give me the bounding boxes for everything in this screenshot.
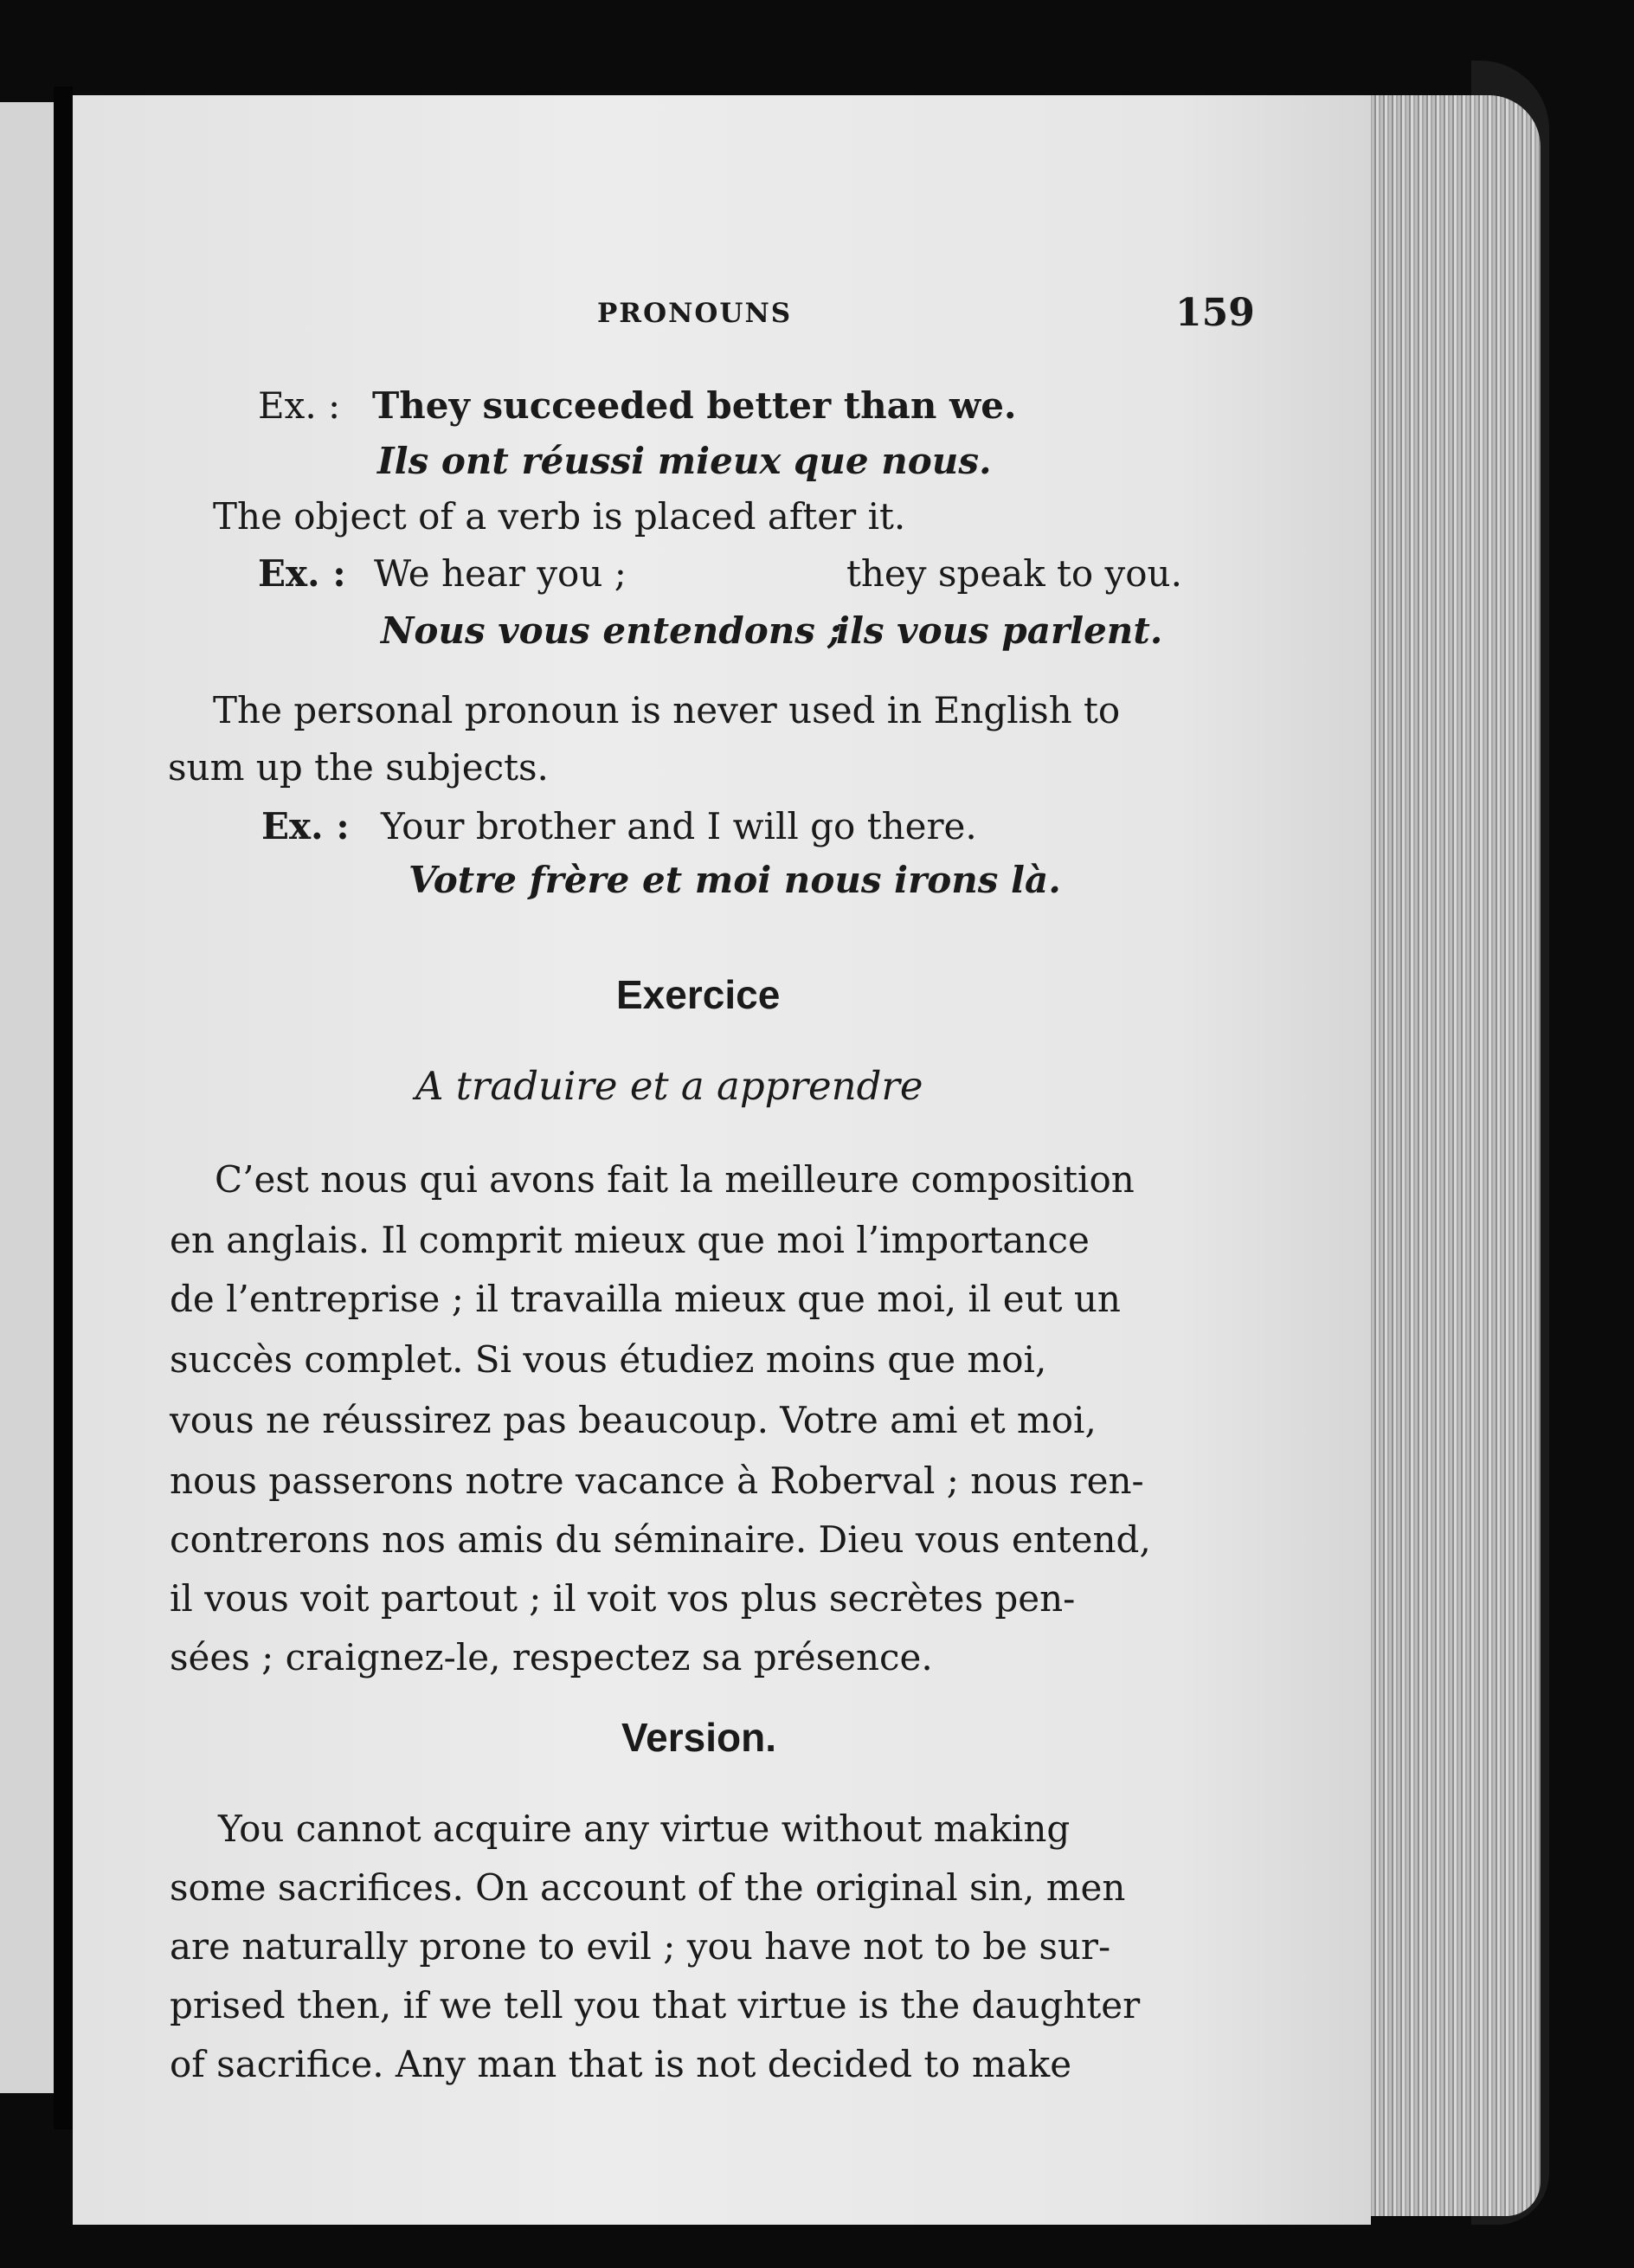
- example-french: Nous vous entendons ;: [381, 609, 842, 652]
- page-stack-edge: [1354, 95, 1541, 2216]
- example-english: We hear you ;: [374, 552, 627, 595]
- version-line: prised then, if we tell you that virtue is the daughter: [170, 1984, 1141, 2026]
- example-french: ils vous parlent.: [836, 609, 1163, 652]
- exercice-line: C’est nous qui avons fait la meilleure composition: [215, 1158, 1135, 1201]
- exercice-heading: Exercice: [616, 972, 781, 1017]
- example-french: Ils ont réussi mieux que nous.: [377, 440, 992, 482]
- version-line: You cannot acquire any virtue without making: [218, 1807, 1071, 1850]
- version-line: of sacrifice. Any man that is not decided to make: [170, 2043, 1072, 2085]
- example-french: Votre frère et moi nous irons là.: [408, 859, 1061, 901]
- exercice-line: contrerons nos amis du séminaire. Dieu vous entend,: [170, 1518, 1151, 1561]
- exercice-line: nous passerons notre vacance à Roberval ; nous ren-: [170, 1459, 1144, 1502]
- running-header: PRONOUNS: [597, 298, 793, 329]
- rule-text: sum up the subjects.: [168, 746, 549, 789]
- book-spine: [54, 87, 73, 2129]
- version-line: some sacrifices. On account of the original sin, men: [170, 1866, 1126, 1909]
- rule-text: The object of a verb is placed after it.: [213, 495, 906, 538]
- rule-text: The personal pronoun is never used in English to: [213, 689, 1121, 731]
- example-english: They succeeded better than we.: [372, 384, 1017, 427]
- example-english: Your brother and I will go there.: [381, 805, 977, 847]
- exercice-subheading: A traduire et a apprendre: [415, 1063, 923, 1109]
- facing-page-edge: [0, 102, 54, 2093]
- example-label: Ex. :: [261, 805, 350, 847]
- exercice-line: sées ; craignez-le, respectez sa présence.: [170, 1636, 933, 1678]
- version-line: are naturally prone to evil ; you have not to be sur-: [170, 1925, 1111, 1968]
- example-english: they speak to you.: [846, 552, 1182, 595]
- exercice-line: succès complet. Si vous étudiez moins que moi,: [170, 1338, 1047, 1381]
- exercice-line: de l’entreprise ; il travailla mieux que moi, il eut un: [170, 1278, 1121, 1320]
- example-label: Ex. :: [258, 552, 346, 595]
- exercice-line: en anglais. Il comprit mieux que moi l’importance: [170, 1219, 1090, 1261]
- exercice-line: vous ne réussirez pas beaucoup. Votre ami et moi,: [170, 1399, 1097, 1441]
- exercice-line: il vous voit partout ; il voit vos plus secrètes pen-: [170, 1577, 1076, 1620]
- page-number: 159: [1175, 291, 1255, 335]
- version-heading: Version.: [621, 1715, 776, 1760]
- example-label: Ex. :: [258, 384, 341, 427]
